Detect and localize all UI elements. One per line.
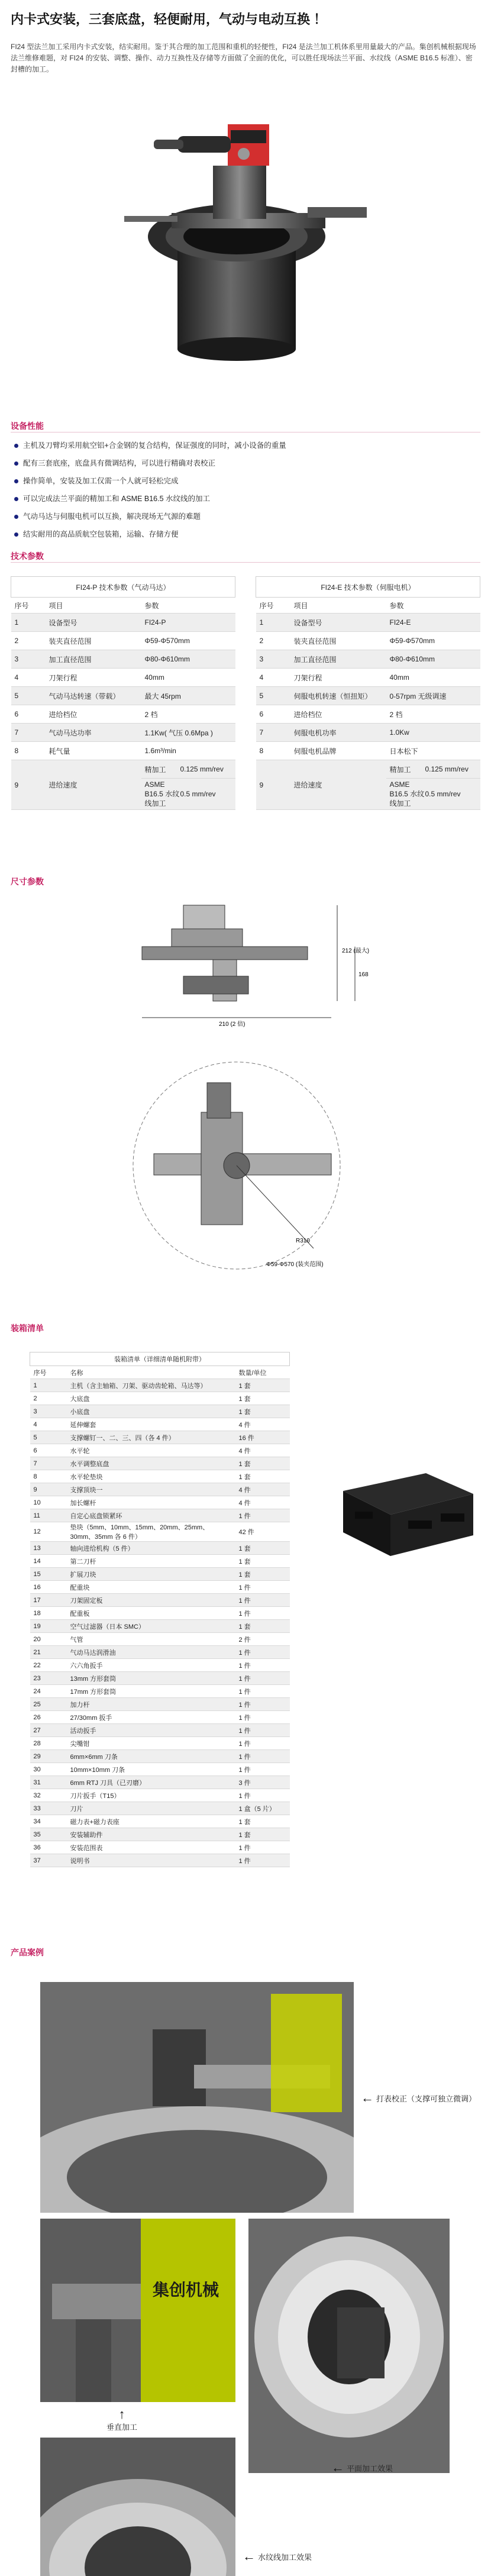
table-row: 23 13mm 方形套筒 1 件 — [30, 1672, 290, 1685]
section-title-features: 设备性能 — [11, 421, 44, 431]
caption-groove: ← 水纹线加工效果 — [243, 2549, 312, 2564]
transport-case-image — [331, 1461, 479, 1562]
caption-vertical: ↑ 垂直加工 — [106, 2407, 138, 2432]
table-row: 10 加长螺杆 4 件 — [30, 1496, 290, 1509]
feature-item: 气动马达与伺服电机可以互换，解决现场无气源的难题 — [14, 508, 476, 525]
table-row: 8 水平轮垫块 1 套 — [30, 1470, 290, 1483]
table-row: 4 延伸螺套 4 件 — [30, 1418, 290, 1431]
table-row: 6 进给档位 2 档 — [256, 705, 480, 724]
bullet-icon — [14, 497, 18, 501]
feature-item: 配有三套底座，底盘具有微调结构，可以进行精确对表校正 — [14, 454, 476, 472]
table-row: 13 轴向进给机构（5 件） 1 套 — [30, 1542, 290, 1555]
table-row: 25 加力杆 1 件 — [30, 1698, 290, 1711]
intro-paragraph: FI24 型法兰加工采用内卡式安装，结实耐用。鉴于其合理的加工范围和重机的轻便性，FI24 是法兰加工机体系里用量最大的产品。集创机械根据现场法兰维修难题，对 FI24 的安装、调整、操作、动力互换性及存储等方面做了全面的优化，可以胜任现场法兰平面、水纹线（ASME B16.5 标准）、密封槽的加工。 — [11, 43, 476, 73]
table-row: 8 伺服电机品牌 日本松下 — [256, 742, 480, 760]
feature-item: 可以完成法兰平面的精加工和 ASME B16.5 水纹线的加工 — [14, 490, 476, 508]
table-row: 3 加工直径范围 Φ80-Φ610mm — [11, 650, 235, 669]
dim-height-label: 212 (最大) — [342, 948, 370, 954]
table-row: 14 第二刀杆 1 套 — [30, 1555, 290, 1568]
table-row: 2 装夹直径范围 Φ59-Φ570mm — [256, 632, 480, 650]
table-row: 29 6mm×6mm 刀条 1 件 — [30, 1750, 290, 1763]
feature-item: 结实耐用的高品质航空包装箱，运输、存储方便 — [14, 525, 476, 543]
table-row: 9 进给速度 精加工 0.125 mm/rev ASME B16.5 水纹线加工 0.5 mm/rev — [256, 760, 480, 810]
table-row: 27 活动扳手 1 件 — [30, 1724, 290, 1737]
table-row: 28 尖嘴钳 1 件 — [30, 1737, 290, 1750]
col-header: 序号 — [256, 598, 290, 614]
table-row: 31 6mm RTJ 刀具（已刃磨） 3 件 — [30, 1776, 290, 1789]
table-row: 12 垫块（5mm、10mm、15mm、20mm、25mm、30mm、35mm 各 6 件） 42 件 — [30, 1522, 290, 1542]
table-row: 4 刀架行程 40mm — [256, 669, 480, 687]
arrow-left-icon: ← — [361, 2090, 374, 2105]
table-caption: 装箱清单（详细清单随机附带） — [30, 1352, 290, 1366]
table-row: 4 刀架行程 40mm — [11, 669, 235, 687]
col-header: 项目 — [46, 598, 141, 614]
table-row: 24 17mm 方形套筒 1 件 — [30, 1685, 290, 1698]
table-row: 30 10mm×10mm 刀条 1 件 — [30, 1763, 290, 1776]
vest-text: 集创机械 — [153, 2281, 219, 2299]
packing-rows — [30, 1379, 290, 1867]
table-row: 35 安装辅助件 1 套 — [30, 1828, 290, 1841]
table-row: 20 气管 2 件 — [30, 1633, 290, 1646]
arrow-up-icon: ↑ — [118, 2407, 125, 2422]
feature-item: 操作简单，安装及加工仅需一个人就可轻松完成 — [14, 472, 476, 490]
bullet-icon — [14, 515, 18, 519]
col-header: 参数 — [386, 598, 480, 614]
dim-mount-label: Φ59-Φ570 (装夹范围) — [266, 1261, 324, 1268]
section-title-specs: 技术参数 — [11, 551, 44, 561]
table-row: 18 配重板 1 件 — [30, 1607, 290, 1620]
table-row: 6 进给档位 2 档 — [11, 705, 235, 724]
table-row: 37 说明书 1 件 — [30, 1854, 290, 1867]
table-row: 15 扩展刀块 1 套 — [30, 1568, 290, 1581]
feature-list — [14, 437, 476, 543]
table-row: 32 刀片扳手（T15） 1 件 — [30, 1789, 290, 1802]
col-header: 参数 — [141, 598, 235, 614]
page-title: 内卡式安装，三套底盘，轻便耐用，气动与电动互换 ！ — [11, 12, 327, 27]
table-row: 7 水平调整底盘 1 套 — [30, 1457, 290, 1470]
bullet-icon — [14, 479, 18, 483]
col-header: 项目 — [290, 598, 386, 614]
arrow-left-icon: ← — [331, 2460, 344, 2475]
table-row: 22 六六角扳手 1 件 — [30, 1659, 290, 1672]
table-row: 19 空气过滤器（日本 SMC） 1 套 — [30, 1620, 290, 1633]
dimension-drawing — [118, 887, 379, 1302]
section-title-cases: 产品案例 — [11, 1948, 44, 1957]
bullet-icon — [14, 532, 18, 537]
case-photo-vertical — [40, 2219, 235, 2402]
bullet-icon — [14, 461, 18, 466]
table-row: 9 支撑顶块一 4 件 — [30, 1483, 290, 1496]
col-header: 序号 — [30, 1366, 67, 1379]
case-photo-flat — [248, 2219, 450, 2473]
table-row: 34 磁力表+磁力表座 1 套 — [30, 1815, 290, 1828]
table-row: 5 支撑螺钉一、二、三、四（各 4 件） 16 件 — [30, 1431, 290, 1444]
arrow-left-icon: ← — [243, 2549, 256, 2564]
caption-flat: ← 平面加工效果 — [331, 2460, 393, 2475]
table-row: 21 气动马达润滑油 1 件 — [30, 1646, 290, 1659]
table-row: 1 设备型号 FI24-E — [256, 614, 480, 632]
dim-width-label: 210 (2 倍) — [219, 1021, 246, 1028]
table-row: 5 气动马达转速（带载） 最大 45rpm — [11, 687, 235, 705]
table-row: 9 进给速度 精加工 0.125 mm/rev ASME B16.5 水纹线加工 0.5 mm/rev — [11, 760, 235, 810]
case-photo-alignment — [40, 1982, 354, 2213]
table-caption: FI24-P 技术参数（气动马达） — [11, 577, 235, 598]
table-row: 2 大底盘 1 套 — [30, 1392, 290, 1405]
table-row: 3 小底盘 1 套 — [30, 1405, 290, 1418]
col-header: 序号 — [11, 598, 46, 614]
table-row: 2 装夹直径范围 Φ59-Φ570mm — [11, 632, 235, 650]
spec-table-pneumatic — [11, 576, 235, 810]
col-header: 名称 — [67, 1366, 235, 1379]
table-row: 26 27/30mm 扳手 1 件 — [30, 1711, 290, 1724]
table-caption: FI24-E 技术参数（伺服电机） — [256, 577, 480, 598]
table-row: 1 主机（含主轴箱、刀架、驱动齿轮箱、马达等） 1 套 — [30, 1379, 290, 1392]
feature-item: 主机及刀臂均采用航空铝+合金钢的复合结构，保证强度的同时，减小设备的重量 — [14, 437, 476, 454]
section-title-packing: 装箱清单 — [11, 1323, 44, 1333]
table-row: 3 加工直径范围 Φ80-Φ610mm — [256, 650, 480, 669]
dim-radius-label: R310 — [296, 1238, 310, 1244]
section-divider — [11, 562, 480, 563]
table-row: 17 刀架固定板 1 件 — [30, 1594, 290, 1607]
col-header: 数量/单位 — [235, 1366, 290, 1379]
table-row: 36 安装范围表 1 件 — [30, 1841, 290, 1854]
dim-height-label-2: 168 — [358, 971, 369, 978]
section-title-dimensions: 尺寸参数 — [11, 877, 44, 886]
table-row: 7 气动马达功率 1.1Kw( 气压 0.6Mpa ) — [11, 724, 235, 742]
bullet-icon — [14, 444, 18, 448]
table-row: 7 伺服电机功率 1.0Kw — [256, 724, 480, 742]
table-row: 11 自定心底盘锁紧环 1 件 — [30, 1509, 290, 1522]
table-row: 1 设备型号 FI24-P — [11, 614, 235, 632]
product-hero-image — [89, 89, 396, 367]
caption-alignment: ← 打表校正（支撑可独立微调） — [361, 2090, 477, 2105]
packing-list-table — [30, 1352, 290, 1867]
spec-table-servo — [256, 576, 480, 810]
table-row: 16 配重块 1 件 — [30, 1581, 290, 1594]
table-row: 5 伺服电机转速（恒扭矩） 0-57rpm 无级调速 — [256, 687, 480, 705]
table-row: 33 刀片 1 盒（5 片） — [30, 1802, 290, 1815]
table-row: 8 耗气量 1.6m³/min — [11, 742, 235, 760]
table-row: 6 水平轮 4 件 — [30, 1444, 290, 1457]
case-photo-groove — [40, 2438, 235, 2576]
